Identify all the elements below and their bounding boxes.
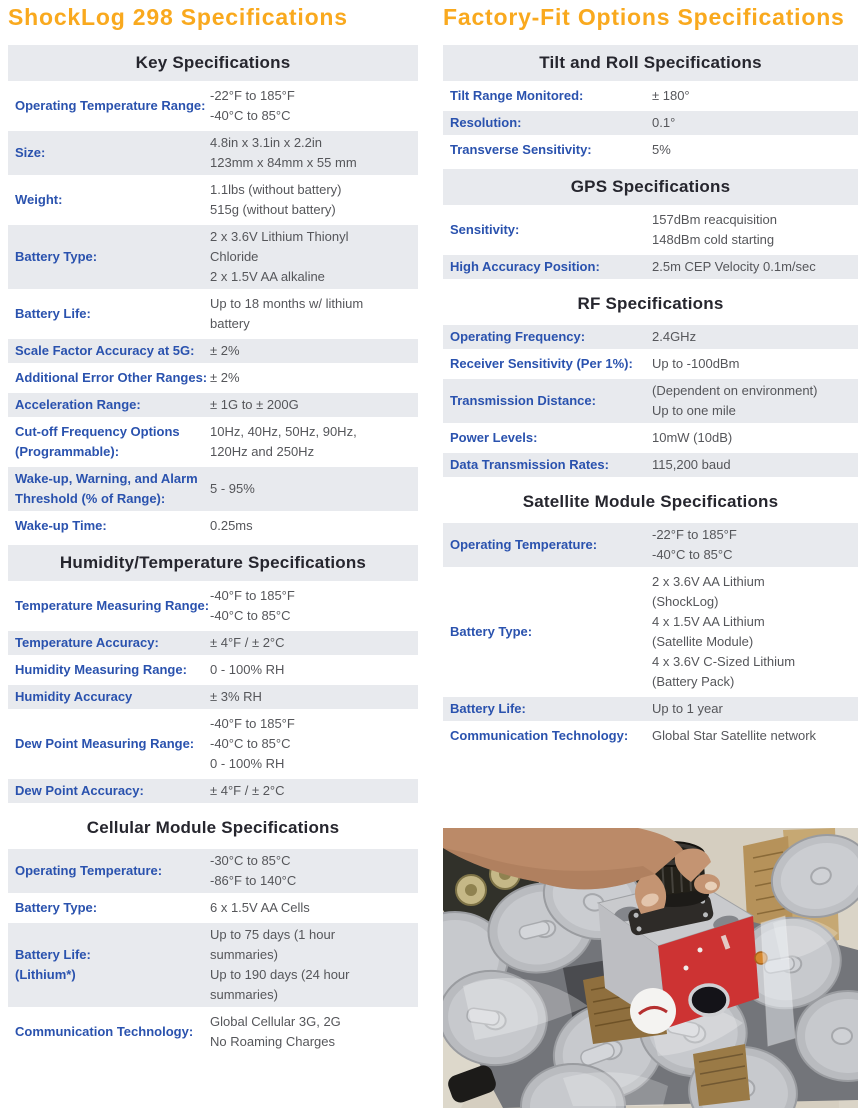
row-value [210, 851, 418, 891]
row-label [8, 469, 210, 509]
row-value [652, 699, 858, 719]
spec-row [443, 426, 858, 450]
value-line: 4.8in x 3.1in x 2.2in [210, 135, 323, 150]
row-label [8, 247, 210, 267]
value-line: -40°F to 185°F [210, 716, 295, 731]
section-header: Satellite Module Specifications [522, 492, 779, 511]
row-value [210, 395, 418, 415]
spec-row [443, 453, 858, 477]
value-line: ± 180° [652, 88, 690, 103]
value-line: (Battery Pack) [652, 674, 735, 689]
label-line: Battery Type: [15, 249, 98, 264]
right-column-sections [443, 45, 858, 748]
spec-row [8, 779, 418, 803]
row-label [443, 726, 652, 746]
spec-row [8, 712, 418, 776]
row-value [210, 898, 418, 918]
value-line: (ShockLog) [652, 594, 719, 609]
value-line: 115,200 baud [652, 457, 731, 472]
label-line: Cut-off Frequency Options [15, 424, 180, 439]
value-line: 10mW (10dB) [652, 430, 733, 445]
row-value [210, 1012, 418, 1052]
row-value [652, 140, 858, 160]
spec-row [8, 631, 418, 655]
row-value [210, 586, 418, 626]
row-label [443, 86, 652, 106]
value-line: 2.5m CEP Velocity 0.1m/sec [652, 259, 816, 274]
left-column-sections [8, 45, 418, 1054]
row-label [443, 257, 652, 277]
label-line: Wake-up Time: [15, 518, 107, 533]
spec-row [443, 697, 858, 721]
row-label [443, 535, 652, 555]
value-line: -86°F to 140°C [210, 873, 297, 888]
value-line: ± 1G to ± 200G [210, 397, 299, 412]
label-line: Additional Error Other Ranges: [15, 370, 208, 385]
label-line: Operating Frequency: [450, 329, 586, 344]
row-label [443, 354, 652, 374]
section-header: Key Specifications [8, 45, 418, 81]
left-column [8, 4, 418, 1057]
section-header: Cellular Module Specifications [86, 818, 340, 837]
row-value [210, 479, 418, 499]
value-line: 4 x 1.5V AA Lithium [652, 614, 765, 629]
label-line: Operating Temperature Range: [15, 98, 206, 113]
row-label [8, 898, 210, 918]
value-line: (Satellite Module) [652, 634, 754, 649]
spec-row [8, 467, 418, 511]
value-line: 157dBm reacquisition [652, 212, 778, 227]
value-line: 515g (without battery) [210, 202, 336, 217]
value-line: 148dBm cold starting [652, 232, 775, 247]
value-line: -30°C to 85°C [210, 853, 291, 868]
spec-row [443, 352, 858, 376]
label-line: Dew Point Measuring Range: [15, 736, 195, 751]
row-value [652, 86, 858, 106]
row-value [652, 726, 858, 746]
spec-row [443, 724, 858, 748]
label-line: Size: [15, 145, 46, 160]
value-line: Global Cellular 3G, 2G [210, 1014, 341, 1029]
value-line: -40°C to 85°C [210, 108, 291, 123]
label-line: Communication Technology: [450, 728, 629, 743]
label-line: Power Levels: [450, 430, 538, 445]
value-line: Up to 18 months w/ lithium [210, 296, 364, 311]
row-value [652, 113, 858, 133]
label-line: Temperature Measuring Range: [15, 598, 210, 613]
value-line: -40°C to 85°C [652, 547, 733, 562]
spec-row [443, 570, 858, 694]
label-line: Resolution: [450, 115, 522, 130]
spec-row [443, 208, 858, 252]
spec-row [443, 255, 858, 279]
label-line: Battery Life: [15, 306, 91, 321]
value-line: 5 - 95% [210, 481, 255, 496]
row-label [8, 945, 210, 985]
spec-row [8, 685, 418, 709]
spec-row [443, 379, 858, 423]
row-label [8, 516, 210, 536]
label-line: Acceleration Range: [15, 397, 141, 412]
spec-row [8, 131, 418, 175]
spec-row [8, 178, 418, 222]
row-value [210, 341, 418, 361]
row-label [8, 861, 210, 881]
row-value [652, 572, 858, 692]
row-label [8, 395, 210, 415]
row-value [210, 781, 418, 801]
row-value [210, 687, 418, 707]
section-header: GPS Specifications [443, 169, 858, 205]
value-line: 2 x 1.5V AA alkaline [210, 269, 325, 284]
label-line: Operating Temperature: [15, 863, 163, 878]
value-line: Up to -100dBm [652, 356, 740, 371]
value-line: Up to 190 days (24 hour [210, 967, 350, 982]
row-value [652, 455, 858, 475]
value-line: 123mm x 84mm x 55 mm [210, 155, 357, 170]
spec-row [8, 339, 418, 363]
label-line: Tilt Range Monitored: [450, 88, 584, 103]
row-label [443, 428, 652, 448]
product-photo [443, 828, 858, 1108]
row-value [210, 422, 418, 462]
label-line: Transmission Distance: [450, 393, 596, 408]
row-label [8, 341, 210, 361]
row-label [8, 633, 210, 653]
value-line: summaries) [210, 987, 278, 1002]
label-line: Battery Life: [450, 701, 526, 716]
row-value [210, 633, 418, 653]
value-line: 0 - 100% RH [210, 756, 285, 771]
right-column-title: Factory-Fit Options Specifications [443, 4, 845, 30]
spec-row [8, 84, 418, 128]
row-value [652, 381, 858, 421]
value-line: 2 x 3.6V AA Lithium [652, 574, 765, 589]
value-line: -40°C to 85°C [210, 608, 291, 623]
right-column [443, 4, 858, 751]
value-line: 10Hz, 40Hz, 50Hz, 90Hz, [210, 424, 357, 439]
label-line: Threshold (% of Range): [15, 491, 166, 506]
value-line: 1.1lbs (without battery) [210, 182, 342, 197]
row-label [8, 1022, 210, 1042]
value-line: -40°F to 185°F [210, 588, 295, 603]
label-line: Scale Factor Accuracy at 5G: [15, 343, 195, 358]
row-label [8, 781, 210, 801]
row-value [210, 227, 418, 287]
row-label [8, 143, 210, 163]
value-line: (Dependent on environment) [652, 383, 818, 398]
row-value [210, 294, 418, 334]
row-label [8, 368, 210, 388]
value-line: battery [210, 316, 250, 331]
spec-row [8, 514, 418, 538]
label-line: Temperature Accuracy: [15, 635, 159, 650]
spec-row [8, 420, 418, 464]
value-line: ± 2% [210, 343, 240, 358]
row-value [652, 525, 858, 565]
value-line: Up to 75 days (1 hour [210, 927, 336, 942]
spec-row [8, 393, 418, 417]
label-line: Wake-up, Warning, and Alarm [15, 471, 198, 486]
label-line: Weight: [15, 192, 63, 207]
spec-row [8, 584, 418, 628]
section-header: Tilt and Roll Specifications [443, 45, 858, 81]
spec-row [8, 658, 418, 682]
row-value [210, 925, 418, 1005]
value-line: Up to 1 year [652, 701, 723, 716]
spec-row [443, 111, 858, 135]
label-line: Data Transmission Rates: [450, 457, 609, 472]
row-value [652, 327, 858, 347]
value-line: -22°F to 185°F [210, 88, 295, 103]
value-line: 4 x 3.6V C-Sized Lithium [652, 654, 796, 669]
row-label [443, 327, 652, 347]
row-label [8, 596, 210, 616]
spec-row [8, 366, 418, 390]
label-line: Humidity Measuring Range: [15, 662, 187, 677]
spec-row [443, 84, 858, 108]
spec-row [443, 523, 858, 567]
spec-row [443, 325, 858, 349]
row-value [210, 180, 418, 220]
row-value [210, 368, 418, 388]
row-value [210, 660, 418, 680]
spec-row [443, 138, 858, 162]
spec-row [8, 292, 418, 336]
value-line: 2 x 3.6V Lithium Thionyl [210, 229, 349, 244]
row-value [210, 133, 418, 173]
row-value [652, 257, 858, 277]
row-label [443, 455, 652, 475]
row-label [443, 113, 652, 133]
spec-row [8, 225, 418, 289]
label-line: Dew Point Accuracy: [15, 783, 144, 798]
value-line: Global Star Satellite network [652, 728, 817, 743]
label-line: (Programmable): [15, 444, 120, 459]
row-label [443, 140, 652, 160]
row-value [652, 210, 858, 250]
row-label [8, 687, 210, 707]
value-line: -40°C to 85°C [210, 736, 291, 751]
value-line: -22°F to 185°F [652, 527, 737, 542]
value-line: ± 4°F / ± 2°C [210, 783, 285, 798]
spec-row [8, 1010, 418, 1054]
value-line: Chloride [210, 249, 259, 264]
row-label [8, 734, 210, 754]
row-value [652, 354, 858, 374]
value-line: ± 3% RH [210, 689, 262, 704]
row-value [210, 516, 418, 536]
value-line: 5% [652, 142, 671, 157]
value-line: No Roaming Charges [210, 1034, 336, 1049]
label-line: Battery Life: [15, 947, 91, 962]
row-label [443, 220, 652, 240]
row-label [8, 304, 210, 324]
value-line: 120Hz and 250Hz [210, 444, 315, 459]
row-label [8, 660, 210, 680]
value-line: summaries) [210, 947, 278, 962]
label-line: Humidity Accuracy [15, 689, 133, 704]
row-label [443, 622, 652, 642]
label-line: Operating Temperature: [450, 537, 598, 552]
value-line: 0.1° [652, 115, 676, 130]
row-value [210, 86, 418, 126]
label-line: Battery Type: [450, 624, 533, 639]
row-value [652, 428, 858, 448]
label-line: Transverse Sensitivity: [450, 142, 592, 157]
row-label [443, 699, 652, 719]
spec-row [8, 896, 418, 920]
row-label [8, 422, 210, 462]
row-label [8, 190, 210, 210]
value-line: 0.25ms [210, 518, 253, 533]
spec-row [8, 849, 418, 893]
value-line: 0 - 100% RH [210, 662, 285, 677]
label-line: (Lithium*) [15, 967, 76, 982]
label-line: Sensitivity: [450, 222, 520, 237]
value-line: ± 2% [210, 370, 240, 385]
value-line: 6 x 1.5V AA Cells [210, 900, 310, 915]
row-label [443, 391, 652, 411]
section-header: Humidity/Temperature Specifications [8, 545, 418, 581]
value-line: Up to one mile [652, 403, 736, 418]
label-line: Battery Type: [15, 900, 98, 915]
left-column-title: ShockLog 298 Specifications [8, 4, 348, 30]
value-line: ± 4°F / ± 2°C [210, 635, 285, 650]
label-line: Communication Technology: [15, 1024, 194, 1039]
label-line: Receiver Sensitivity (Per 1%): [450, 356, 633, 371]
row-label [8, 96, 210, 116]
section-header: RF Specifications [577, 294, 724, 313]
spec-row [8, 923, 418, 1007]
value-line: 2.4GHz [652, 329, 697, 344]
label-line: High Accuracy Position: [450, 259, 600, 274]
row-value [210, 714, 418, 774]
